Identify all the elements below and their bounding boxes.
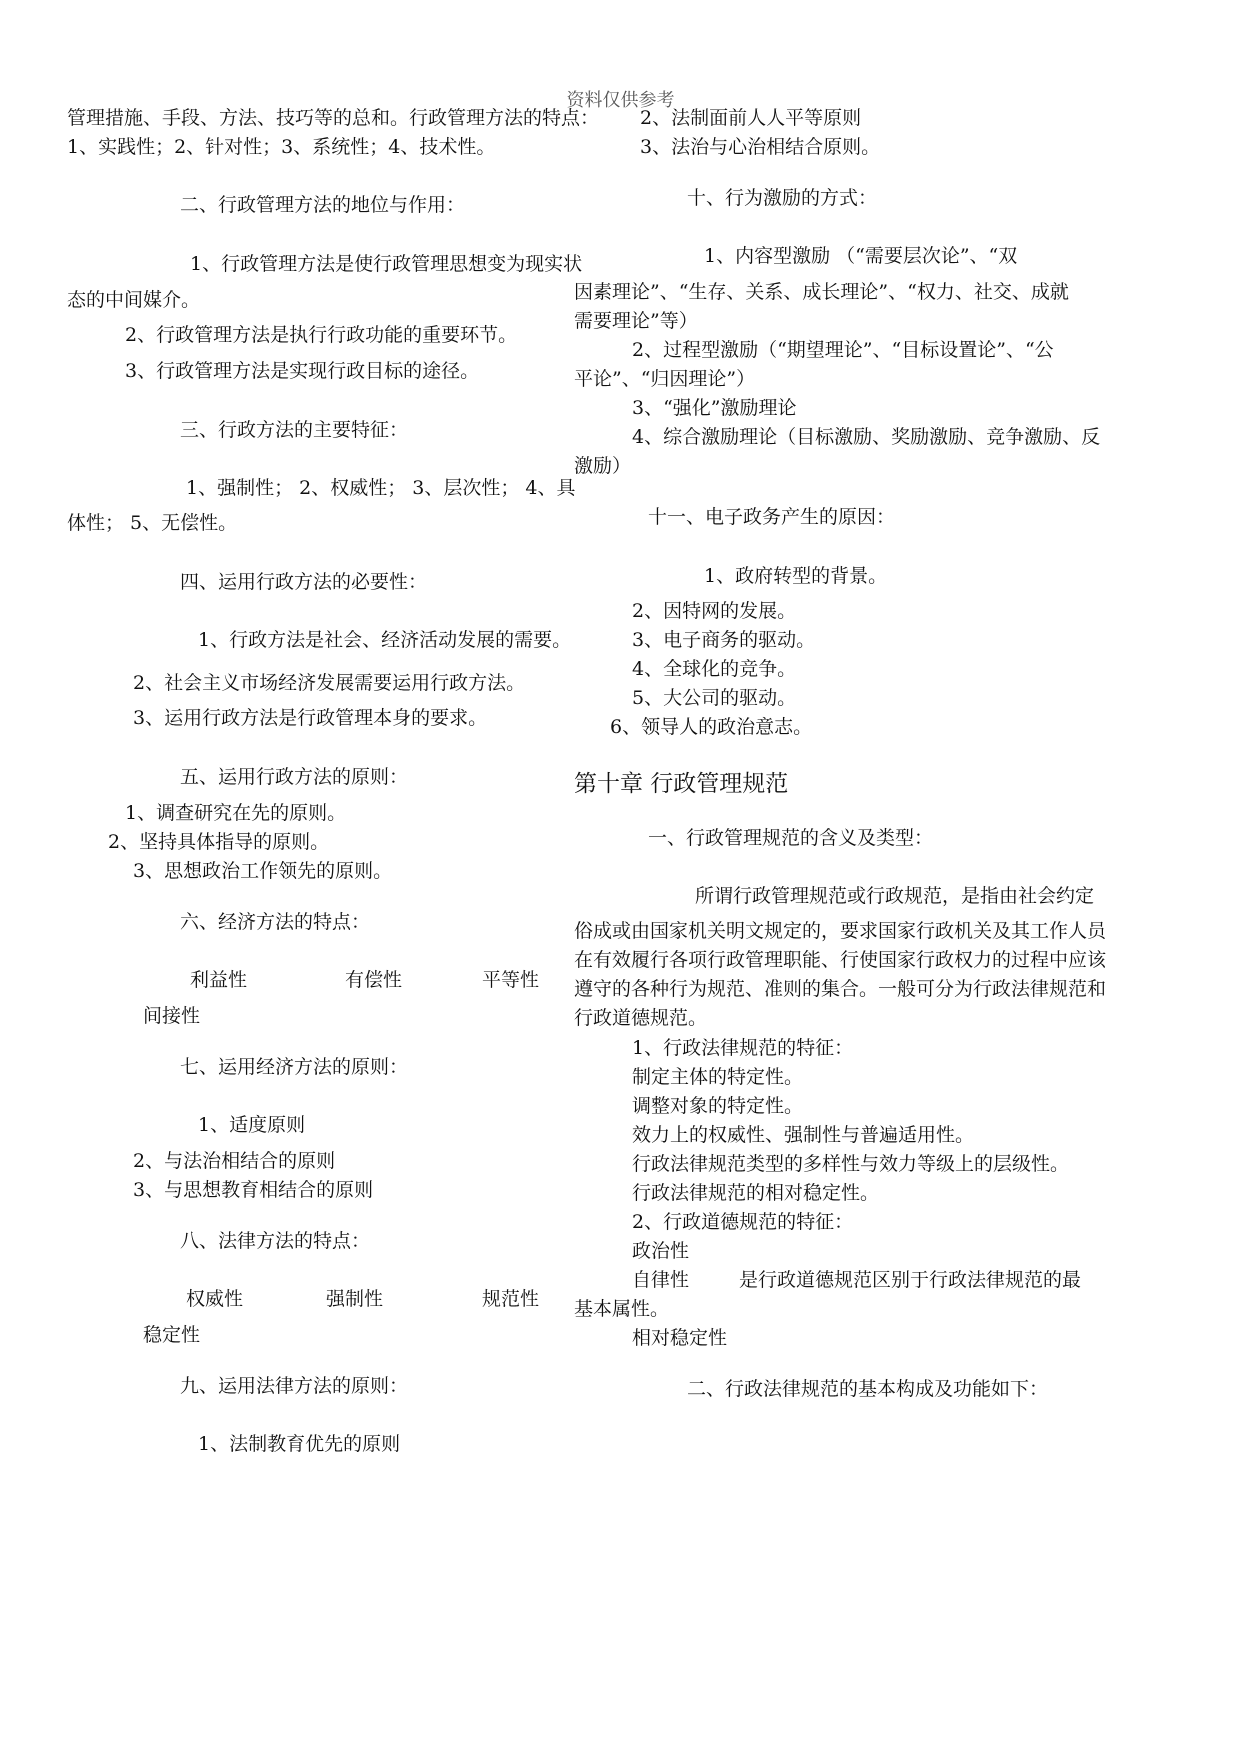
text-line: 1、调查研究在先的原则。 xyxy=(125,802,347,824)
text-line: 平论”、“归因理论”） xyxy=(574,368,756,390)
text-line: 3、思想政治工作领先的原则。 xyxy=(133,860,393,882)
section-heading: 十、行为激励的方式： xyxy=(687,187,878,209)
section-heading: 三、行政方法的主要特征： xyxy=(180,419,409,441)
section-heading: 十一、电子政务产生的原因： xyxy=(648,506,896,528)
text-line: 权威性 xyxy=(186,1288,244,1310)
text-line: 间接性 xyxy=(143,1005,201,1027)
text-line: 2、与法治相结合的原则 xyxy=(133,1150,336,1172)
text-line: 俗成或由国家机关明文规定的，要求国家行政机关及其工作人员 xyxy=(574,920,1107,942)
text-line: 平等性 xyxy=(482,969,540,991)
text-line: 有偿性 xyxy=(345,969,403,991)
text-line: 1、行政法律规范的特征： xyxy=(632,1037,854,1059)
text-line: 制定主体的特定性。 xyxy=(632,1066,804,1088)
text-line: 稳定性 xyxy=(143,1324,201,1346)
chapter-title: 第十章 行政管理规范 xyxy=(574,771,789,797)
text-line: 需要理论”等） xyxy=(574,310,698,332)
section-heading: 五、运用行政方法的原则： xyxy=(180,766,409,788)
text-line: 1、实践性；2、针对性；3、系统性；4、技术性。 xyxy=(67,136,496,158)
section-heading: 一、行政管理规范的含义及类型： xyxy=(648,827,934,849)
section-heading: 二、行政管理方法的地位与作用： xyxy=(180,194,466,216)
text-line: 1、行政管理方法是使行政管理思想变为现实状 xyxy=(190,253,583,275)
text-line: 行政法律规范的相对稳定性。 xyxy=(632,1182,880,1204)
text-line: 因素理论”、“生存、关系、成长理论”、“权力、社交、成就 xyxy=(574,281,1069,303)
text-line: 1、适度原则 xyxy=(198,1114,306,1136)
text-line: 调整对象的特定性。 xyxy=(632,1095,804,1117)
text-line: 政治性 xyxy=(632,1240,690,1262)
text-line: 3、行政管理方法是实现行政目标的途径。 xyxy=(125,360,480,382)
page-header: 资料仅供参考 xyxy=(566,90,675,111)
text-line: 体性； 5、无偿性。 xyxy=(67,512,238,534)
text-line: 是行政道德规范区别于行政法律规范的最 xyxy=(739,1269,1082,1291)
text-line: 2、行政管理方法是执行行政功能的重要环节。 xyxy=(125,324,518,346)
section-heading: 四、运用行政方法的必要性： xyxy=(180,571,428,593)
text-line: 强制性 xyxy=(326,1288,384,1310)
text-line: 2、行政道德规范的特征： xyxy=(632,1211,854,1233)
text-line: 1、强制性； 2、权威性； 3、层次性； 4、具 xyxy=(186,477,576,499)
text-line: 基本属性。 xyxy=(574,1298,670,1320)
text-line: 利益性 xyxy=(190,969,248,991)
text-line: 在有效履行各项行政管理职能、行使国家行政权力的过程中应该 xyxy=(574,949,1107,971)
text-line: 2、因特网的发展。 xyxy=(632,600,797,622)
section-heading: 七、运用经济方法的原则： xyxy=(180,1056,409,1078)
text-line: 遵守的各种行为规范、准则的集合。一般可分为行政法律规范和 xyxy=(574,978,1107,1000)
text-line: 激励） xyxy=(574,455,632,477)
text-line: 态的中间媒介。 xyxy=(67,289,201,311)
text-line: 所谓行政管理规范或行政规范，是指由社会约定 xyxy=(695,885,1095,907)
section-heading: 九、运用法律方法的原则： xyxy=(180,1375,409,1397)
text-line: 相对稳定性 xyxy=(632,1327,728,1349)
text-line: 2、法制面前人人平等原则 xyxy=(640,107,862,129)
text-line: 效力上的权威性、强制性与普遍适用性。 xyxy=(632,1124,975,1146)
text-line: 1、行政方法是社会、经济活动发展的需要。 xyxy=(198,629,572,651)
text-line: 规范性 xyxy=(482,1288,540,1310)
text-line: 4、全球化的竞争。 xyxy=(632,658,797,680)
text-line: 行政法律规范类型的多样性与效力等级上的层级性。 xyxy=(632,1153,1070,1175)
left-column xyxy=(0,0,620,1754)
text-line: 3、运用行政方法是行政管理本身的要求。 xyxy=(133,707,488,729)
right-column xyxy=(574,0,1241,1754)
text-line: 2、过程型激励（“期望理论”、“目标设置论”、“公 xyxy=(632,339,1054,361)
text-line: 3、“强化”激励理论 xyxy=(632,397,797,419)
text-line: 4、综合激励理论（目标激励、奖励激励、竞争激励、反 xyxy=(632,426,1101,448)
section-heading: 六、经济方法的特点： xyxy=(180,911,371,933)
text-line: 2、社会主义市场经济发展需要运用行政方法。 xyxy=(133,672,526,694)
text-line: 3、与思想教育相结合的原则 xyxy=(133,1179,374,1201)
section-heading: 二、行政法律规范的基本构成及功能如下： xyxy=(687,1378,1049,1400)
text-line: 5、大公司的驱动。 xyxy=(632,687,797,709)
text-line: 3、电子商务的驱动。 xyxy=(632,629,816,651)
text-line: 自律性 xyxy=(632,1269,690,1291)
text-line: 行政道德规范。 xyxy=(574,1007,708,1029)
text-line: 管理措施、手段、方法、技巧等的总和。行政管理方法的特点： xyxy=(67,107,600,129)
text-line: 1、内容型激励 （“需要层次论”、“双 xyxy=(704,245,1018,267)
text-line: 1、政府转型的背景。 xyxy=(704,565,888,587)
text-line: 2、坚持具体指导的原则。 xyxy=(108,831,330,853)
text-line: 6、领导人的政治意志。 xyxy=(610,716,813,738)
text-line: 3、法治与心治相结合原则。 xyxy=(640,136,881,158)
text-line: 1、法制教育优先的原则 xyxy=(198,1433,401,1455)
section-heading: 八、法律方法的特点： xyxy=(180,1230,371,1252)
